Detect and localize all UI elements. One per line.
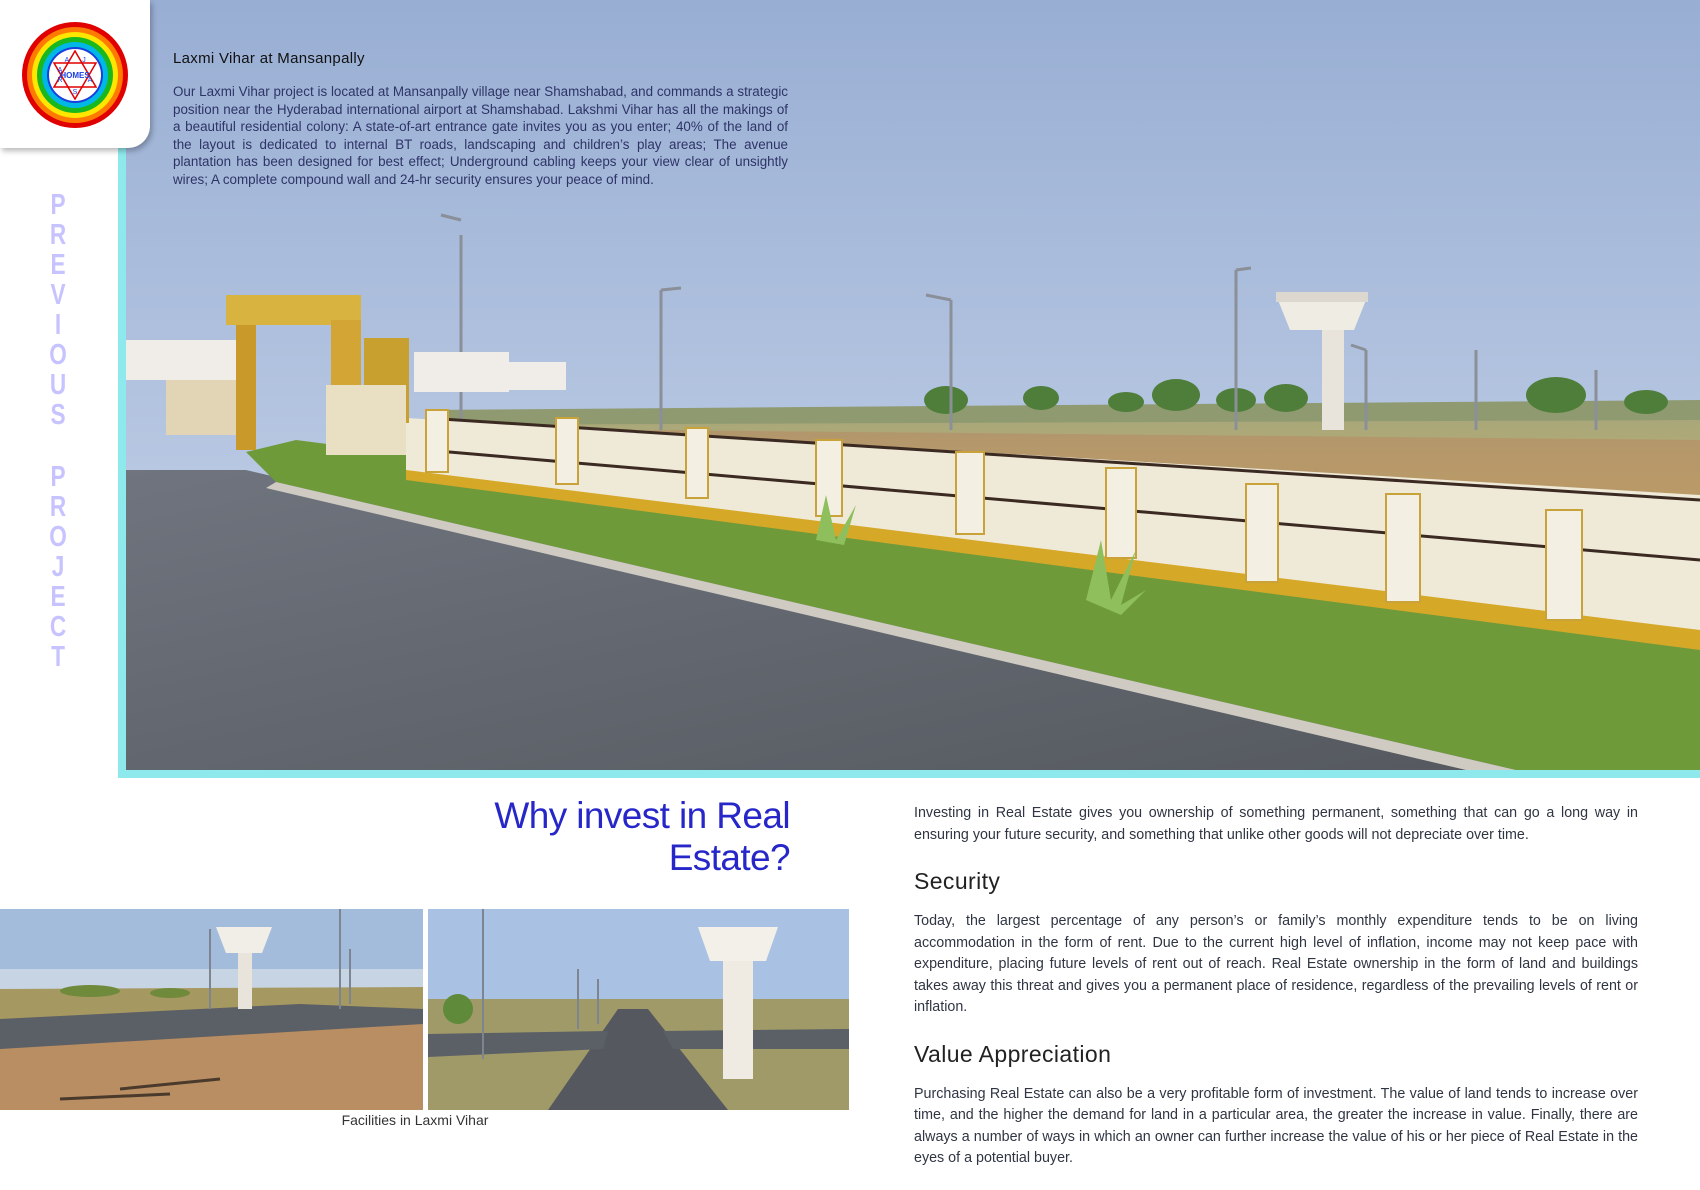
vertical-letter: I — [54, 309, 62, 341]
section-body-value-appreciation: Purchasing Real Estate can also be a very profitable form of investment. The value of land tends to increase over time, and the higher the demand for land in a particular area, the greater the increase in value. Finally, there are always a number of ways in which an owner can further increase the value of his or her piece of Real Estate in the eyes of a potential buyer. — [914, 1085, 1638, 1166]
why-invest-content — [914, 803, 1638, 1170]
photo-caption: Facilities in Laxmi Vihar — [341, 1112, 489, 1128]
why-invest-heading: Why invest in Real Estate? — [494, 795, 790, 878]
logo-letter: A — [57, 67, 63, 74]
vertical-letter: R — [49, 219, 67, 251]
facility-photo-1 — [0, 909, 423, 1110]
project-title: Laxmi Vihar at Mansanpally — [173, 50, 365, 67]
section-heading-security: Security — [914, 868, 1001, 894]
previous-project-label — [44, 190, 72, 672]
project-intro — [173, 50, 788, 189]
lead-paragraph: Investing in Real Estate gives you ownership of something permanent, something that can go a long way in ensuring your future security, and something that unlike other goods will not depreciate over time. — [914, 805, 1638, 843]
vertical-letter: C — [49, 611, 67, 643]
vertical-letter: U — [49, 369, 67, 401]
vertical-letter: J — [51, 551, 65, 583]
logo-letter: S — [72, 89, 78, 96]
vertical-letter: E — [50, 581, 66, 613]
vertical-letter: P — [50, 189, 66, 221]
vertical-letter: T — [51, 641, 65, 673]
vertical-letter: R — [49, 491, 67, 523]
vertical-letter: O — [49, 339, 67, 371]
vertical-letter — [47, 430, 69, 462]
vertical-letter: V — [50, 279, 66, 311]
vertical-letter: S — [50, 399, 66, 431]
logo-card — [0, 0, 150, 148]
project-description: Our Laxmi Vihar project is located at Mansanpally village near Shamshabad, and commands a strategic position near the Hyderabad international airport at Shamshabad. Lakshmi Vihar has all the makings of a beautiful residential colony: A state-of-art entrance gate invites you as you enter; 40% of the land of the layout is dedicated to internal BT roads, landscaping and children’s play areas; The avenue plantation has been designed for best effect; Underground cabling keeps your view clear of unsightly wires; A complete compound wall and 24-hr security ensures your peace of mind. — [173, 84, 788, 187]
vertical-letter: P — [50, 461, 66, 493]
section-body-security: Today, the largest percentage of any person’s or family’s monthly expenditure tends to be on living accommodation in the form of rent. Due to the current high level of inflation, income may not keep pace with expenditure, placing future levels of rent out of reach. Real Estate ownership in the form of land and buildings takes away this threat and gives you a permanent place of residence, regardless of the prevailing levels of rent or inflation. — [914, 913, 1638, 1015]
vertical-letter: E — [50, 249, 66, 281]
logo-center-text: HOMES — [60, 71, 90, 80]
logo-letter: A — [64, 57, 70, 64]
logo-letter: A — [87, 77, 93, 84]
vertical-letter: O — [49, 521, 67, 553]
logo-letter: J — [82, 57, 86, 64]
company-logo — [20, 20, 130, 130]
facility-photo-2 — [428, 909, 849, 1110]
section-heading-value-appreciation: Value Appreciation — [914, 1040, 1112, 1067]
logo-letter: R — [57, 77, 63, 84]
